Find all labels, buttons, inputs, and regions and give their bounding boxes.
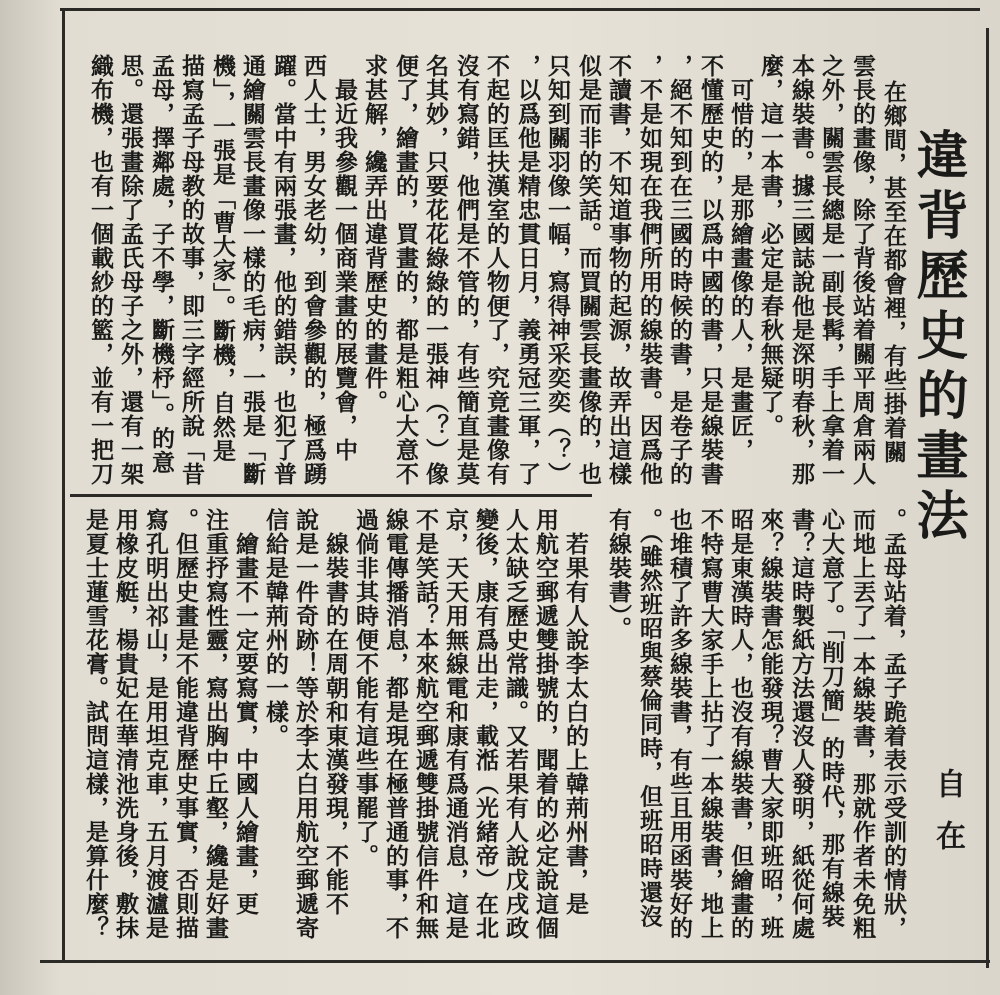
text-column: 也堆積了許多線裝書，有些且用函裝好的: [666, 508, 693, 940]
text-column: 描寫孟子母教的故事，即三字經所說「昔: [178, 54, 205, 486]
text-column: 不起的匡扶漢室的人物便了，究竟畫像有: [483, 54, 510, 486]
text-column: 通繪關雲長畫像一樣的毛病，一張是「斷: [239, 54, 266, 486]
bottom-rule: [40, 960, 990, 963]
text-column: 。孟母站着，孟子跪着表示受訓的情狀，: [880, 508, 907, 940]
text-column: 說是一件奇跡！等於李太白用航空郵遞寄: [292, 508, 319, 940]
article-title: 違背歷史的畫法: [907, 128, 968, 548]
text-column: 本線裝書。據三國誌說他是深明春秋，那: [788, 54, 815, 486]
text-column: 書？這時製紙方法還沒人發明，紙從何處: [788, 508, 815, 940]
text-column: 不是笑話？本來航空郵遞雙掛號信件和無: [412, 508, 439, 940]
text-column: 有線裝書）。: [605, 508, 632, 641]
text-column: 不特寫曹大家手上拈了一本線裝書，地上: [697, 508, 724, 940]
text-column: 注重抒寫性靈，寫出胸中丘壑，纔是好畫: [202, 508, 229, 940]
text-column: 線裝書的在周朝和東漢發現，不能不: [322, 508, 349, 916]
text-column: 只知到關羽像一幅，寫得神采奕奕（？）: [544, 54, 571, 486]
text-column: 織布機，也有一個載紗的籃，並有一把刀: [87, 54, 114, 486]
text-column: 思。還張畫除了孟氏母子之外，還有一架: [117, 54, 144, 486]
text-column: 。但歷史畫是不能違背歷史事實，否則描: [172, 508, 199, 940]
text-column: 麼，這一本書，必定是春秋無疑了。: [757, 54, 784, 438]
text-column: 雲長的畫像，除了背後站着關平周倉兩人: [849, 54, 876, 486]
text-column: 人太缺乏歷史常識。又若果有人說戊戌政: [502, 508, 529, 940]
text-column: 寫孔明出祁山，是用坦克車，五月渡瀘是: [142, 508, 169, 940]
text-column: 在鄉間，甚至在都會裡，有些掛着關: [880, 80, 907, 464]
text-column: 不讀書，不知道事物的起源，故弄出這樣: [605, 54, 632, 486]
text-column: 是夏士蓮雪花膏。試問這樣，是算什麼？: [82, 508, 109, 940]
text-column: 線電傳播消息，都是現在極普通的事，不: [382, 508, 409, 940]
top-rule: [60, 8, 980, 11]
text-column: 機」，一張是「曹大家」。斷機，自然是: [209, 54, 236, 463]
text-column: 變後，康有爲出走，載湉（光緒帝）在北: [472, 508, 499, 940]
text-column: 不懂歷史的，以爲中國的書，只是線裝書: [697, 54, 724, 486]
text-column: 沒有寫錯，他們是不管的，有些簡直是莫: [453, 54, 480, 486]
text-column: 用橡皮艇，楊貴妃在華清池洗身後，敷抹: [112, 508, 139, 940]
text-column: 便了，繪畫的，買畫的，都是粗心大意不: [392, 54, 419, 486]
text-column: 西人士，男女老幼，到會參觀的，極爲踴: [300, 54, 327, 486]
text-column: ，以爲他是精忠貫日月，義勇冠三軍，了: [514, 54, 541, 486]
text-column: 最近我參觀一個商業畫的展覽會，中: [331, 54, 358, 462]
text-column: 京，天天用無線電和康有爲通消息，這是: [442, 508, 469, 940]
text-column: ，不是如現在我們所用的線裝書。因爲他: [636, 54, 663, 486]
text-column: 而地上丟了一本線裝書，那就作者未免粗: [849, 508, 876, 940]
text-column: 孟母，擇鄰處，子不學，斷機杼」。的意: [148, 54, 175, 475]
right-border-rule: [986, 28, 989, 968]
text-column: 用航空郵遞雙掛號的，聞着的必定說這個: [532, 508, 559, 940]
text-column: 心大意了。「削刀簡」的時代，那有線裝: [818, 508, 845, 929]
text-column: ，絕不知到在三國的時候的書，是卷子的: [666, 54, 693, 486]
text-column: 過倘非其時便不能有這些事罷了。: [352, 508, 379, 868]
text-column: 似是而非的笑話。而買關雲長畫像的，也: [575, 54, 602, 486]
text-column: 求甚解，纔弄出違背歷史的畫件。: [361, 54, 388, 414]
text-column: 可惜的，是那繪畫像的人，是畫匠，: [727, 54, 754, 462]
article-author: 自在: [930, 768, 965, 872]
text-column: 之外，關雲長總是一副長髯，手上拿着一: [818, 54, 845, 486]
text-column: 名其妙，只要花花綠綠的一張神（？）像: [422, 54, 449, 486]
text-column: 信給是韓荊州的一樣。: [262, 508, 289, 748]
column-divider-rule: [70, 494, 592, 497]
text-column: 昭是東漢時人，也沒有線裝書，但繪畫的: [727, 508, 754, 940]
text-column: 若果有人說李太白的上韓荊州書，是: [562, 508, 589, 916]
left-border-rule: [62, 8, 65, 963]
text-column: 躍。當中有兩張畫，他的錯誤，也犯了普: [270, 54, 297, 486]
text-column: 繪畫不一定要寫實，中國人繪畫，更: [232, 508, 259, 916]
text-column: 。（雖然班昭與蔡倫同時，但班昭時還沒: [636, 508, 663, 929]
text-column: 來？線裝書怎能發現？曹大家即班昭，班: [757, 508, 784, 940]
